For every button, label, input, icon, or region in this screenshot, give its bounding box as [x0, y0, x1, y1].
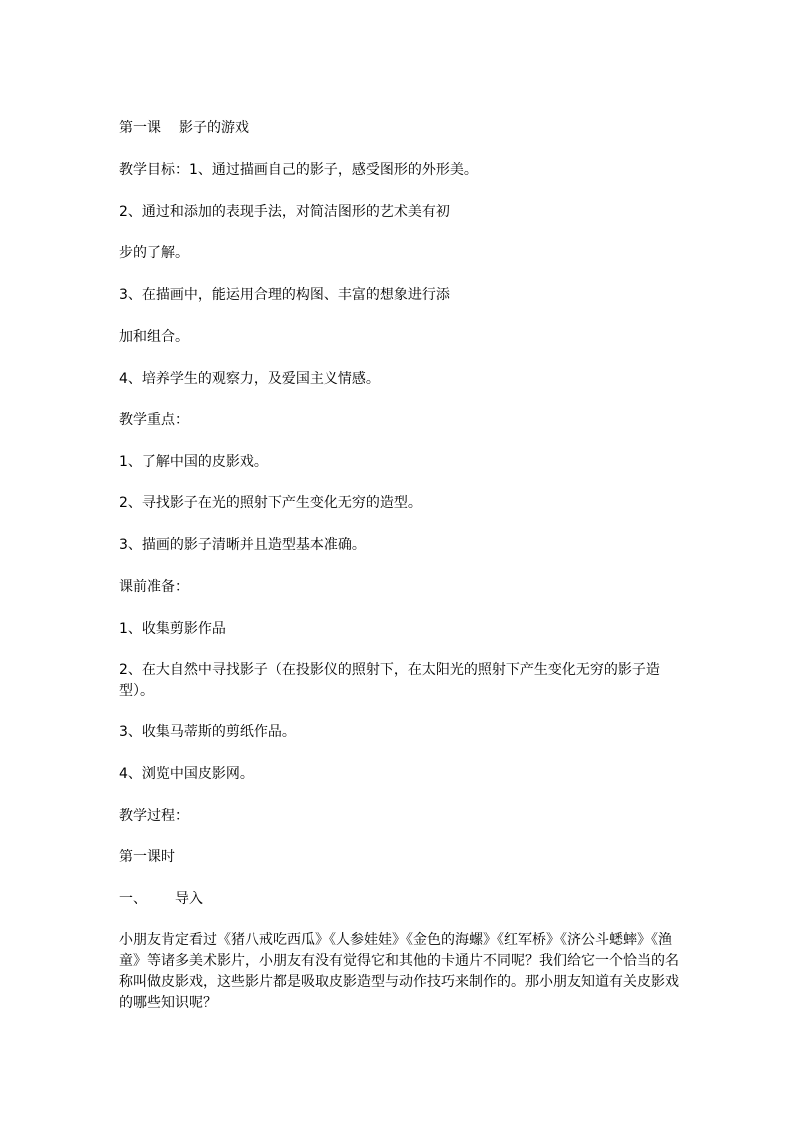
preparation-heading: 课前准备： [119, 579, 189, 595]
objective-item: 4、培养学生的观察力，及爱国主义情感。 [119, 371, 380, 387]
objective-line-1 [119, 160, 478, 181]
key-points-heading: 教学重点： [119, 412, 189, 428]
preparation-item: 2、在大自然中寻找影子（在投影仪的照射下，在太阳光的照射下产生变化无穷的影子造型）。 [119, 662, 660, 699]
objective-item: 3、在描画中，能运用合理的构图、丰富的想象进行添 [119, 287, 450, 303]
period-heading: 第一课时 [119, 849, 175, 865]
process-heading: 教学过程： [119, 808, 189, 824]
objective-item: 2、通过和添加的表现手法，对简洁图形的艺术美有初 [119, 204, 450, 220]
lesson-name: 影子的游戏 [179, 120, 249, 136]
objective-item: 加和组合。 [119, 329, 189, 345]
key-point-item: 2、寻找影子在光的照射下产生变化无穷的造型。 [119, 495, 422, 511]
intro-paragraph: 小朋友肯定看过《猪八戒吃西瓜》《人参娃娃》《金色的海螺》《红军桥》《济公斗蟋蟀》《渔童》等诸多美术影片，小朋友有没有觉得它和其他的卡通片不同呢？我们给它一个恰当的名称叫做皮影戏，这些影片都是吸取皮影造型与动作技巧来制作的。那小朋友知道有关皮影戏的哪些知识呢？ [119, 932, 679, 1011]
lesson-title [119, 118, 249, 139]
key-point-item: 3、描画的影子清晰并且造型基本准确。 [119, 537, 366, 553]
preparation-item: 1、收集剪影作品 [119, 621, 226, 637]
lesson-number: 第一课 [119, 120, 161, 136]
objective-item: 步的了解。 [119, 245, 189, 261]
key-point-item: 1、了解中国的皮影戏。 [119, 454, 268, 470]
section-heading [119, 889, 203, 910]
objective-item: 1、通过描画自己的影子，感受图形的外形美。 [189, 162, 478, 178]
preparation-item: 4、浏览中国皮影网。 [119, 766, 254, 782]
preparation-item: 3、收集马蒂斯的剪纸作品。 [119, 724, 296, 740]
objectives-label: 教学目标： [119, 162, 189, 178]
section-number: 一、 [119, 891, 147, 907]
section-title: 导入 [175, 891, 203, 907]
